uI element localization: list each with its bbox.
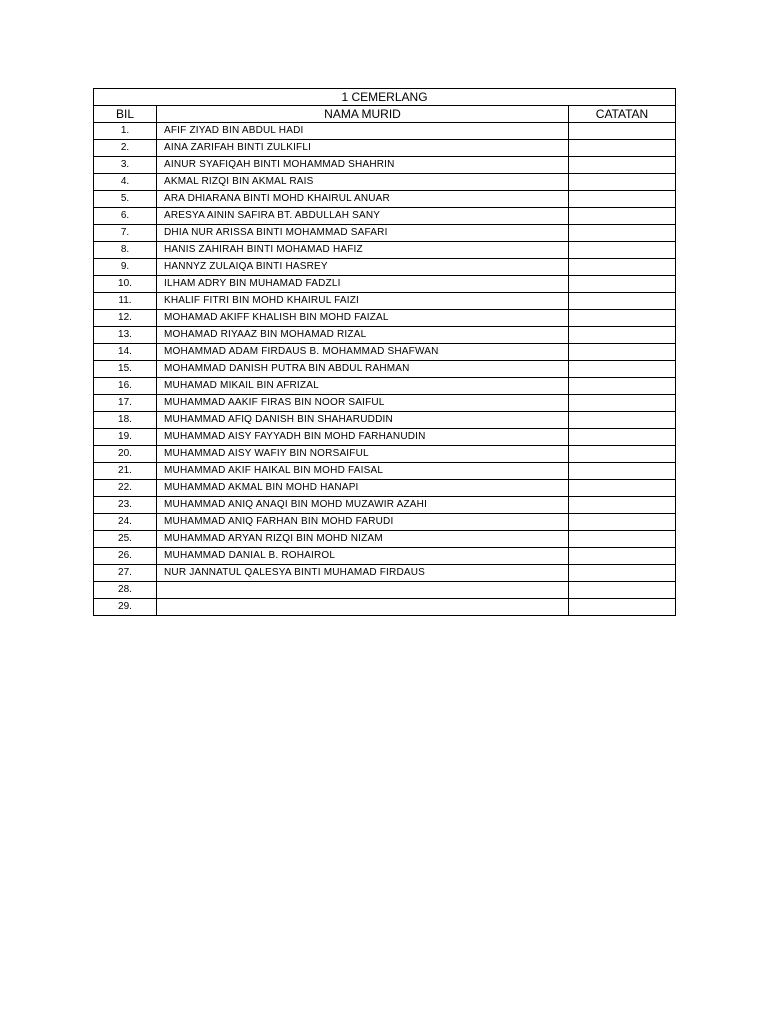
student-name: ARA DHIARANA BINTI MOHD KHAIRUL ANUAR	[157, 191, 569, 208]
row-number: 6.	[94, 208, 157, 225]
student-note	[569, 174, 676, 191]
header-note: CATATAN	[569, 106, 676, 123]
header-name: NAMA MURID	[157, 106, 569, 123]
row-number: 3.	[94, 157, 157, 174]
row-number: 9.	[94, 259, 157, 276]
student-name: MOHAMAD AKIFF KHALISH BIN MOHD FAIZAL	[157, 310, 569, 327]
student-name: MOHAMMAD ADAM FIRDAUS B. MOHAMMAD SHAFWAN	[157, 344, 569, 361]
row-number: 28.	[94, 582, 157, 599]
header-row	[94, 106, 676, 123]
row-number: 25.	[94, 531, 157, 548]
table-row	[94, 361, 676, 378]
table-row	[94, 242, 676, 259]
student-name: DHIA NUR ARISSA BINTI MOHAMMAD SAFARI	[157, 225, 569, 242]
table-row	[94, 548, 676, 565]
table-row	[94, 497, 676, 514]
student-name: HANIS ZAHIRAH BINTI MOHAMAD HAFIZ	[157, 242, 569, 259]
student-name: MOHAMMAD DANISH PUTRA BIN ABDUL RAHMAN	[157, 361, 569, 378]
row-number: 26.	[94, 548, 157, 565]
row-number: 23.	[94, 497, 157, 514]
row-number: 15.	[94, 361, 157, 378]
student-name: ILHAM ADRY BIN MUHAMAD FADZLI	[157, 276, 569, 293]
table-row	[94, 310, 676, 327]
row-number: 27.	[94, 565, 157, 582]
row-number: 14.	[94, 344, 157, 361]
student-name: MUHAMMAD ANIQ FARHAN BIN MOHD FARUDI	[157, 514, 569, 531]
student-note	[569, 446, 676, 463]
student-name: MUHAMMAD ANIQ ANAQI BIN MOHD MUZAWIR AZAHI	[157, 497, 569, 514]
student-note	[569, 242, 676, 259]
table-row	[94, 395, 676, 412]
student-name: AINUR SYAFIQAH BINTI MOHAMMAD SHAHRIN	[157, 157, 569, 174]
student-note	[569, 463, 676, 480]
table-row	[94, 480, 676, 497]
row-number: 5.	[94, 191, 157, 208]
class-roster-sheet	[93, 88, 675, 616]
student-name: ARESYA AININ SAFIRA BT. ABDULLAH SANY	[157, 208, 569, 225]
row-number: 18.	[94, 412, 157, 429]
table-row	[94, 412, 676, 429]
student-name: MUHAMMAD ARYAN RIZQI BIN MOHD NIZAM	[157, 531, 569, 548]
table-row	[94, 327, 676, 344]
student-name: MUHAMMAD AKMAL BIN MOHD HANAPI	[157, 480, 569, 497]
row-number: 1.	[94, 123, 157, 140]
student-name: MUHAMMAD AKIF HAIKAL BIN MOHD FAISAL	[157, 463, 569, 480]
student-note	[569, 429, 676, 446]
table-row	[94, 565, 676, 582]
student-note	[569, 327, 676, 344]
student-name: MUHAMMAD AAKIF FIRAS BIN NOOR SAIFUL	[157, 395, 569, 412]
student-name: MOHAMAD RIYAAZ BIN MOHAMAD RIZAL	[157, 327, 569, 344]
student-note	[569, 480, 676, 497]
student-note	[569, 225, 676, 242]
student-note	[569, 548, 676, 565]
student-note	[569, 531, 676, 548]
student-name	[157, 599, 569, 616]
student-name: AINA ZARIFAH BINTI ZULKIFLI	[157, 140, 569, 157]
row-number: 2.	[94, 140, 157, 157]
row-number: 22.	[94, 480, 157, 497]
class-roster-table	[93, 88, 676, 616]
table-row	[94, 599, 676, 616]
student-note	[569, 412, 676, 429]
student-name: MUHAMMAD AISY FAYYADH BIN MOHD FARHANUDIN	[157, 429, 569, 446]
roster-body	[94, 123, 676, 616]
student-name: MUHAMMAD AFIQ DANISH BIN SHAHARUDDIN	[157, 412, 569, 429]
student-note	[569, 497, 676, 514]
row-number: 20.	[94, 446, 157, 463]
student-note	[569, 344, 676, 361]
row-number: 8.	[94, 242, 157, 259]
table-row	[94, 225, 676, 242]
student-note	[569, 378, 676, 395]
table-row	[94, 344, 676, 361]
table-row	[94, 123, 676, 140]
table-row	[94, 446, 676, 463]
student-name: KHALIF FITRI BIN MOHD KHAIRUL FAIZI	[157, 293, 569, 310]
student-note	[569, 191, 676, 208]
row-number: 16.	[94, 378, 157, 395]
title-row	[94, 89, 676, 106]
student-name: MUHAMMAD AISY WAFIY BIN NORSAIFUL	[157, 446, 569, 463]
student-name: MUHAMAD MIKAIL BIN AFRIZAL	[157, 378, 569, 395]
student-name: MUHAMMAD DANIAL B. ROHAIROL	[157, 548, 569, 565]
table-row	[94, 463, 676, 480]
row-number: 21.	[94, 463, 157, 480]
table-row	[94, 140, 676, 157]
student-note	[569, 514, 676, 531]
table-row	[94, 429, 676, 446]
student-note	[569, 361, 676, 378]
row-number: 13.	[94, 327, 157, 344]
row-number: 7.	[94, 225, 157, 242]
student-note	[569, 123, 676, 140]
header-bil: BIL	[94, 106, 157, 123]
student-note	[569, 157, 676, 174]
student-note	[569, 276, 676, 293]
row-number: 4.	[94, 174, 157, 191]
table-row	[94, 208, 676, 225]
student-name: AFIF ZIYAD BIN ABDUL HADI	[157, 123, 569, 140]
class-title: 1 CEMERLANG	[94, 89, 676, 106]
table-row	[94, 531, 676, 548]
student-note	[569, 565, 676, 582]
row-number: 12.	[94, 310, 157, 327]
table-row	[94, 174, 676, 191]
table-row	[94, 259, 676, 276]
student-name: NUR JANNATUL QALESYA BINTI MUHAMAD FIRDAUS	[157, 565, 569, 582]
student-note	[569, 310, 676, 327]
table-row	[94, 514, 676, 531]
table-row	[94, 157, 676, 174]
table-row	[94, 582, 676, 599]
student-note	[569, 140, 676, 157]
row-number: 17.	[94, 395, 157, 412]
row-number: 19.	[94, 429, 157, 446]
student-note	[569, 599, 676, 616]
table-row	[94, 378, 676, 395]
student-note	[569, 582, 676, 599]
student-note	[569, 293, 676, 310]
row-number: 29.	[94, 599, 157, 616]
student-name: HANNYZ ZULAIQA BINTI HASREY	[157, 259, 569, 276]
table-row	[94, 293, 676, 310]
student-name: AKMAL RIZQI BIN AKMAL RAIS	[157, 174, 569, 191]
student-note	[569, 259, 676, 276]
row-number: 10.	[94, 276, 157, 293]
table-row	[94, 191, 676, 208]
student-note	[569, 395, 676, 412]
row-number: 24.	[94, 514, 157, 531]
table-row	[94, 276, 676, 293]
row-number: 11.	[94, 293, 157, 310]
student-note	[569, 208, 676, 225]
student-name	[157, 582, 569, 599]
